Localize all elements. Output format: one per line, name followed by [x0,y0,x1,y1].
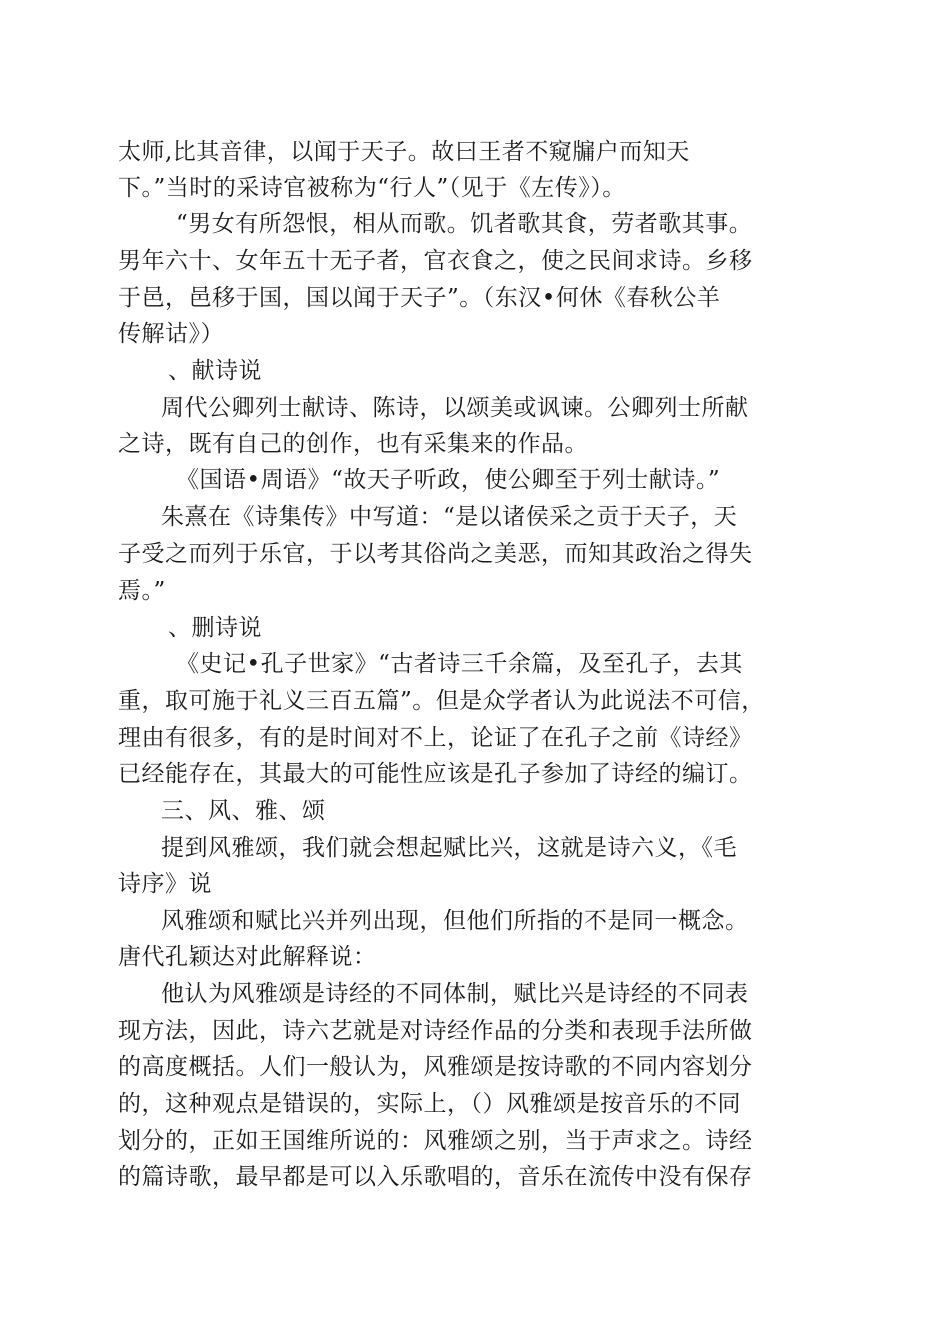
text-line: 划分的，正如王国维所说的：风雅颂之别，当于声求之。诗经 [118,1128,753,1154]
text-line: 提到风雅颂，我们就会想起赋比兴，这就是诗六义，《毛 [161,835,737,861]
text-line: 唐代孔颖达对此解释说： [118,944,377,970]
text-line: 太师,比其音律，以闻于天子。故曰王者不窥牖户而知天 [118,139,690,165]
text-line: “男女有所怨恨，相从而歌。饥者歌其食，劳者歌其事。 [176,211,753,237]
text-line: 风雅颂和赋比兴并列出现，但他们所指的不是同一概念。 [161,908,749,934]
text-line: 诗序》说 [118,871,212,897]
text-line: 《史记•孔子世家》“古者诗三千余篇，及至孔子，去其 [176,651,743,677]
section-heading: 三、风、雅、颂 [161,798,326,824]
text-line: 的篇诗歌，最早都是可以入乐歌唱的，音乐在流传中没有保存 [118,1164,753,1190]
text-line: 《国语•周语》“故天子听政，使公卿至于列士献诗。” [176,467,721,493]
section-heading: 、献诗说 [168,358,262,384]
text-line: 的，这种观点是错误的，实际上，（）风雅颂是按音乐的不同 [118,1091,741,1117]
text-line: 之诗，既有自己的创作，也有采集来的作品。 [118,431,588,457]
text-line: 传解诂》） [118,321,224,347]
text-line: 于邑，邑移于国，国以闻于天子”。（东汉•何休《春秋公羊 [118,285,721,311]
text-line: 焉。” [118,578,166,604]
text-line: 周代公卿列士献诗、陈诗，以颂美或讽谏。公卿列士所献 [161,395,749,421]
text-line: 重，取可施于礼义三百五篇”。但是众学者认为此说法不可信， [118,688,765,714]
text-line: 现方法，因此，诗六艺就是对诗经作品的分类和表现手法所做 [118,1018,753,1044]
text-line: 子受之而列于乐官，于以考其俗尚之美恶，而知其政治之得失 [118,541,753,567]
text-line: 下。”当时的采诗官被称为“行人”（见于《左传》）。 [118,175,626,201]
text-line: 他认为风雅颂是诗经的不同体制，赋比兴是诗经的不同表 [161,981,749,1007]
text-line: 理由有很多，有的是时间对不上，论证了在孔子之前《诗经》 [118,725,753,751]
text-line: 男年六十、女年五十无子者，官衣食之，使之民间求诗。乡移 [118,248,753,274]
text-line: 朱熹在《诗集传》中写道：“是以诸侯采之贡于天子，天 [161,504,738,530]
text-line: 已经能存在，其最大的可能性应该是孔子参加了诗经的编订。 [118,761,753,787]
text-line: 的高度概括。人们一般认为，风雅颂是按诗歌的不同内容划分 [118,1054,753,1080]
section-heading: 、删诗说 [168,615,262,641]
